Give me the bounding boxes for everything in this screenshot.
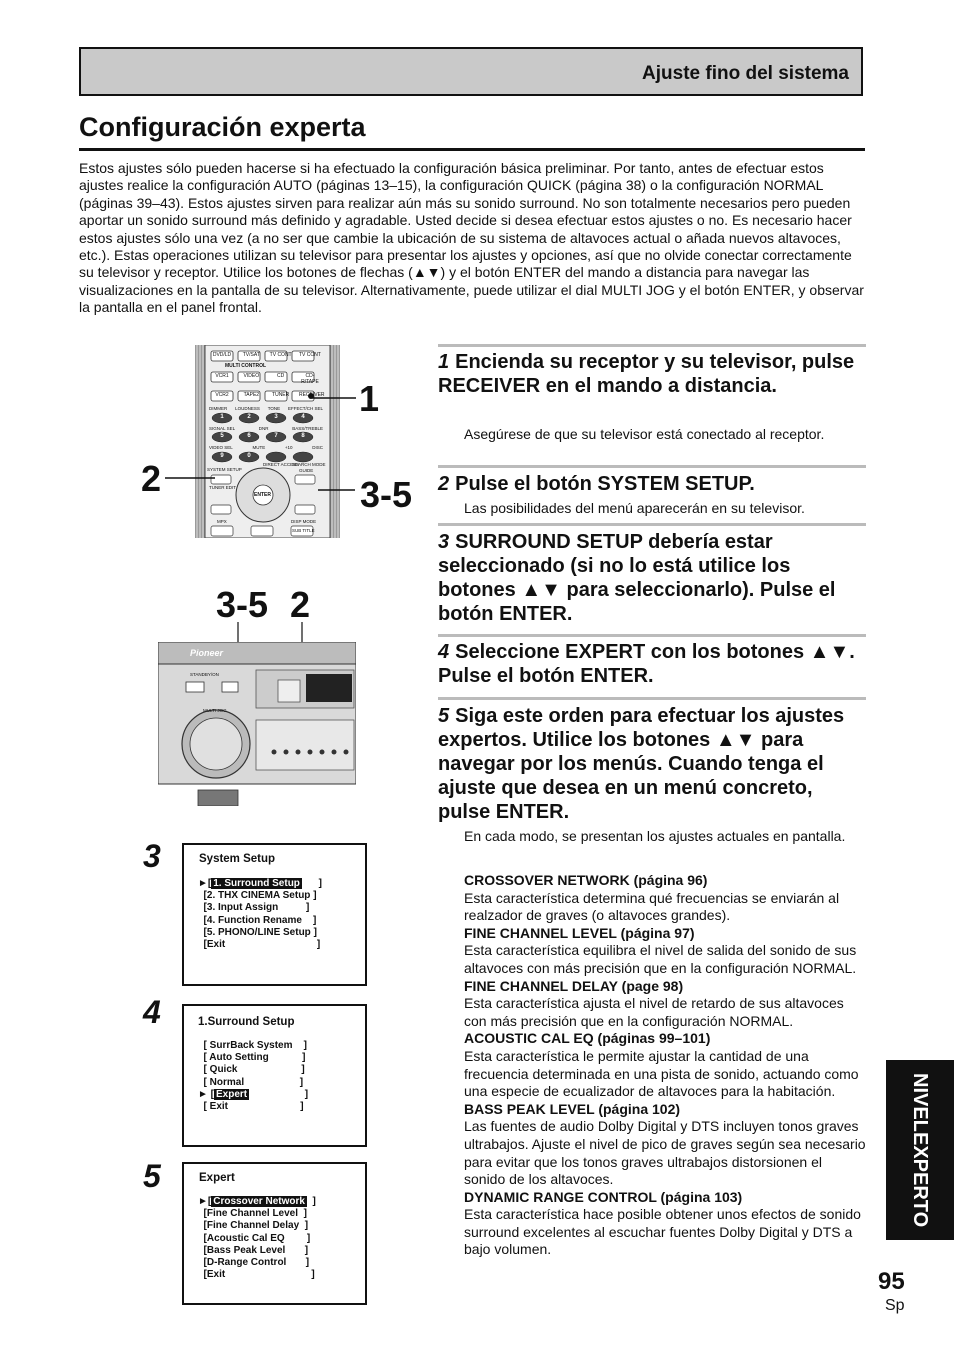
menu-item[interactable]: ► [ Expert ] — [198, 1088, 309, 1100]
standby-label: STANDBY/ON — [190, 672, 219, 677]
remote-subtitle-label: SUB TITLE — [292, 528, 315, 533]
remote-label: DNR — [258, 426, 269, 431]
remote-label: MUTE — [252, 445, 266, 450]
remote-digit: 0 — [247, 453, 251, 459]
menu-item[interactable]: [Exit ] — [198, 939, 321, 951]
menu-item[interactable]: [Fine Channel Level ] — [198, 1208, 307, 1220]
screen-figure-5-label: 5 — [143, 1158, 161, 1194]
menu-item[interactable]: [D-Range Control ] — [198, 1257, 310, 1269]
menu-item[interactable]: [ Auto Setting ] — [198, 1052, 306, 1064]
remote-multi-control-label: MULTI CONTROL — [225, 363, 267, 369]
remote-digit: 4 — [301, 414, 305, 420]
page-number: 95 — [878, 1268, 905, 1295]
remote-digit: 3 — [274, 414, 278, 420]
intro-paragraph: Estos ajustes sólo pueden hacerse si ha efectuado la configuración básica preliminar. Por tanto, antes de efectuar estos ajustes realice la configuración AUTO (páginas 13–15), la configuración QUICK (página 38) o la configuración NORMAL (páginas 39–43). Estos ajustes sirven para realizar aún más su sonido surround. No son totalmente necesarios pero pueden aportar un sonido surround más definido y agradable. Usted decide si desea efectuar estos ajustes o no. Es necesario hacer estos ajustes sólo una vez (a no ser que cambie la ubicación de su sistema de altavoces actual o añada nuevos altavoces, etc.). Estas operaciones utilizan su televisor para presentar los ajustes y opciones, así que no olvide conectar correctamente su televisor y receptor. Utilice los botones de flechas (▲▼) y el botón ENTER del mando a distancia para navegar las visualizaciones en la pantalla de su televisor. Alternativamente, puede utilizar el dial MULTI JOG y el botón ENTER, y observar la pantalla en el panel frontal. — [79, 160, 864, 316]
remote-callout-3-5: 3-5 — [360, 474, 413, 515]
receiver-front-panel-illustration — [158, 642, 356, 806]
remote-callout-1: 1 — [359, 378, 380, 419]
remote-mpx-label: MPX — [217, 519, 227, 524]
remote-btn-label: VCR2 — [215, 392, 229, 398]
remote-digit: 1 — [220, 414, 224, 420]
menu-item[interactable]: [ SurrBack System ] — [198, 1040, 307, 1051]
setting-heading: FINE CHANNEL LEVEL (página 97) — [464, 924, 695, 941]
menu-item[interactable]: [Fine Channel Delay ] — [198, 1220, 309, 1232]
menu-item[interactable]: ►[ 1. Surround Setup ] — [198, 878, 322, 889]
step-1-body: Asegúrese de que su televisor está conectado al receptor. — [464, 426, 825, 442]
setting-description: Esta característica hace posible obtener unos efectos de sonido surround excelentes al escuchar fuentes Dolby Digital y DTS a bajo volumen. — [464, 1206, 861, 1258]
screen-figure-4-label: 4 — [143, 994, 161, 1030]
unit-callout-3-5: 3-5 — [216, 584, 269, 625]
screen-figure-3-label: 3 — [143, 838, 161, 874]
remote-btn-label: TV CONT — [269, 352, 292, 358]
setting-description: Las fuentes de audio Dolby Digital y DTS incluyen tonos graves ultrabajos. Ajuste el nivel de pico de graves según sea necesario para evitar que los tonos graves ultrabajos distorsionen el sonido de los altavoces. — [464, 1118, 866, 1188]
setting-description: Esta característica determina qué frecuencias se enviarán al realzador de graves (o altavoces grandes). — [464, 889, 840, 924]
menu-item[interactable]: [ Quick ] — [198, 1064, 305, 1076]
setting-heading: CROSSOVER NETWORK (página 96) — [464, 872, 708, 888]
remote-btn-label: CD-R/TAPE — [301, 373, 319, 385]
remote-digit: 2 — [247, 414, 251, 420]
remote-digit: 5 — [220, 433, 224, 439]
remote-btn-label: VCR1 — [215, 373, 229, 379]
remote-label: LOUDNESS — [235, 406, 260, 411]
step-1-heading: 1 Encienda su receptor y su televisor, pulse RECEIVER en el mando a distancia. — [438, 351, 855, 397]
tv-screen-surround-setup — [182, 1004, 367, 1147]
remote-btn-label: TV/SAT — [242, 352, 260, 358]
menu-item[interactable]: [5. PHONO/LINE Setup ] — [198, 926, 317, 938]
step-5-heading: 5 Siga este orden para efectuar los ajustes expertos. Utilice los botones ▲▼ para navegar por los menús. Cuando tenga el ajuste que desea en un menú concreto, pulse ENTER. — [438, 705, 845, 823]
pioneer-logo: Pioneer — [190, 648, 224, 658]
menu-item[interactable]: [2. THX CINEMA Setup ] — [198, 890, 317, 902]
section-header-title: Ajuste fino del sistema — [642, 63, 849, 84]
menu-item[interactable]: [ Exit ] — [198, 1101, 304, 1113]
remote-btn-label: VIDEO — [243, 373, 260, 379]
step-divider — [438, 344, 866, 347]
menu-item[interactable]: ►[ Crossover Network ] — [198, 1196, 316, 1207]
step-5-body: En cada modo, se presentan los ajustes actuales en pantalla. — [464, 828, 846, 844]
step-divider — [438, 634, 866, 637]
expert-settings-list — [464, 872, 866, 1259]
remote-label: TONE — [267, 406, 281, 411]
remote-direct-access-label: DIRECT ACCESS — [263, 462, 300, 467]
tv-screen-system-setup — [182, 843, 367, 986]
remote-label: BASS/TREBLE — [292, 426, 323, 431]
menu-item[interactable]: [Bass Peak Level ] — [198, 1244, 309, 1256]
setting-description: Esta característica le permite ajustar la cantidad de una frecuencia determinada en una pista de sonido, actuando como una especie de ecualizador de altavoces para la habitación. — [464, 1047, 859, 1100]
unit-callout-2: 2 — [290, 584, 311, 625]
section-side-tab-label: NIVEL EXPERTO — [909, 1072, 931, 1228]
multi-jog-label: MULTI JOG — [203, 708, 227, 713]
remote-digit: 7 — [274, 433, 278, 439]
remote-label: VIDEO SEL — [209, 445, 233, 450]
step-2-body: Las posibilidades del menú aparecerán en su televisor. — [464, 500, 805, 516]
screen-title: System Setup — [199, 853, 276, 865]
menu-item[interactable]: [Exit ] — [198, 1269, 315, 1281]
step-divider — [438, 697, 866, 700]
remote-search-mode-label: SEARCH MODE — [292, 462, 326, 467]
screen-title: Expert — [199, 1172, 235, 1184]
step-divider — [438, 523, 866, 526]
menu-item[interactable]: [ Normal ] — [198, 1076, 304, 1088]
remote-btn-label: TUNER — [272, 392, 290, 398]
remote-btn-label: TAPE2 — [243, 392, 260, 398]
remote-btn-label: CD — [277, 373, 285, 379]
page-title: Configuración experta — [79, 112, 366, 142]
menu-item[interactable]: [4. Function Rename ] — [198, 914, 317, 926]
setting-heading: ACOUSTIC CAL EQ (páginas 99–101) — [464, 1030, 711, 1047]
step-2-heading: 2 Pulse el botón SYSTEM SETUP. — [438, 473, 755, 495]
menu-item[interactable]: [3. Input Assign ] — [198, 902, 310, 914]
step-4-heading: 4 Seleccione EXPERT con los botones ▲▼. Pulse el botón ENTER. — [438, 641, 855, 687]
step-3-heading: 3 SURROUND SETUP debería estar seleccionado (si no lo está utilice los botones ▲▼ para seleccionarlo). Pulse el botón ENTER. — [438, 531, 836, 625]
page-language: Sp — [885, 1297, 905, 1314]
screen-title: 1.Surround Setup — [198, 1016, 295, 1028]
remote-label: DIMMER — [209, 406, 228, 411]
remote-label: SIGNAL SEL — [209, 426, 236, 431]
setting-description: Esta característica ajusta el nivel de retardo de sus altavoces con más precisión que en la configuración NORMAL. — [464, 995, 844, 1029]
setting-heading: FINE CHANNEL DELAY (page 98) — [464, 977, 684, 994]
step-divider — [438, 465, 866, 468]
tv-screen-expert — [182, 1162, 367, 1305]
remote-btn-label: RECEIVER — [298, 392, 325, 398]
remote-disp-mode-label: DISP MODE — [291, 519, 317, 524]
remote-callout-2: 2 — [141, 458, 162, 499]
remote-btn-label: DVD/LD — [212, 352, 232, 358]
setting-heading: BASS PEAK LEVEL (página 102) — [464, 1100, 681, 1117]
setting-heading: DYNAMIC RANGE CONTROL (página 103) — [464, 1188, 743, 1205]
setting-description: Esta característica equilibra el nivel de salida del sonido de sus altavoces con más precisión que en la configuración NORMAL. — [464, 942, 857, 976]
remote-system-setup-label: SYSTEM SETUP — [207, 467, 242, 472]
remote-label: DISC — [312, 445, 323, 450]
remote-digit: 8 — [301, 433, 305, 439]
menu-item[interactable]: [Acoustic Cal EQ ] — [198, 1232, 311, 1244]
remote-digit: 6 — [247, 433, 251, 439]
remote-enter-label: ENTER — [254, 492, 271, 498]
remote-guide-label: GUIDE — [299, 468, 314, 473]
remote-label: EFFECT/CH SEL — [287, 406, 323, 411]
remote-tuner-edit-label: TUNER EDIT — [209, 485, 236, 490]
remote-label: +10 — [284, 445, 293, 450]
remote-btn-label: TV CONT — [299, 352, 321, 358]
remote-digit: 9 — [220, 453, 224, 459]
